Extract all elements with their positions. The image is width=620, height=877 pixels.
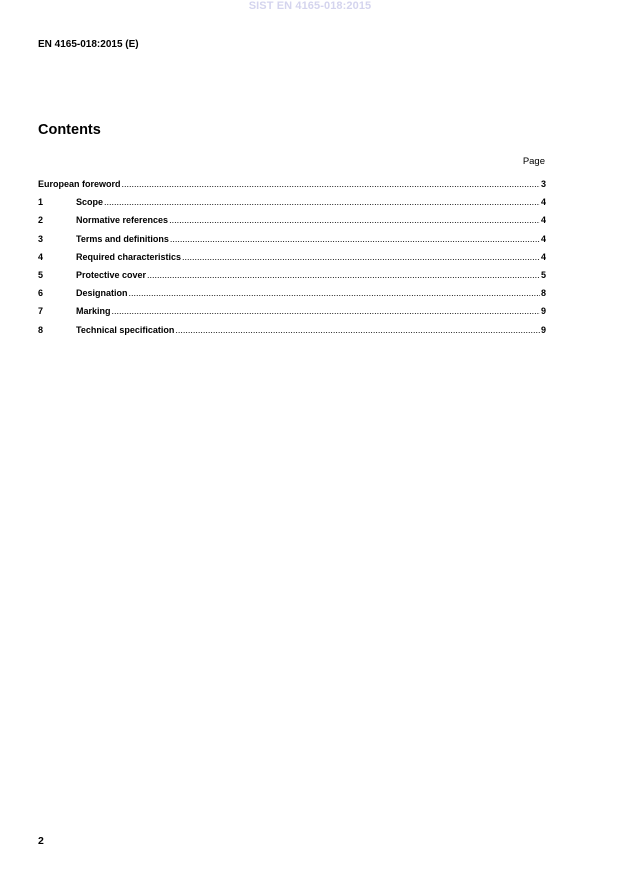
toc-entry-terms-and-definitions[interactable]: [38, 234, 546, 252]
toc-leader-dots: [147, 270, 540, 280]
toc-entry-title: Protective cover: [76, 269, 147, 280]
toc-entry-number: 5: [38, 269, 44, 280]
toc-entry-page: 4: [540, 215, 546, 226]
toc-entry-number: 4: [38, 251, 44, 262]
toc-leader-dots: [170, 234, 540, 244]
toc-entry-scope[interactable]: [38, 197, 546, 215]
toc-entry-title: Designation: [76, 288, 128, 299]
toc-entry-page: 4: [540, 233, 546, 244]
toc-entry-page: 9: [540, 306, 546, 317]
toc-entry-page: 8: [540, 288, 546, 299]
toc-entry-protective-cover[interactable]: [38, 270, 546, 288]
toc-entry-page: 3: [540, 179, 546, 189]
toc-entry-title: Marking: [76, 306, 111, 317]
toc-entry-title: Required characteristics: [76, 251, 182, 262]
toc-leader-dots: [175, 325, 540, 335]
toc-entry-page: 4: [540, 197, 546, 208]
toc-entry-number: 2: [38, 215, 44, 226]
footer-page-number: 2: [38, 835, 44, 847]
toc-entry-title: European foreword: [38, 179, 121, 189]
toc-entry-designation[interactable]: [38, 288, 546, 306]
toc-entry-title: Technical specification: [76, 324, 175, 335]
toc-entry-page: 5: [540, 269, 546, 280]
toc-entry-page: 4: [540, 251, 546, 262]
toc-leader-dots: [122, 179, 540, 189]
table-of-contents: [38, 179, 546, 343]
toc-entry-number: 8: [38, 324, 44, 335]
toc-leader-dots: [104, 197, 540, 207]
toc-entry-technical-specification[interactable]: [38, 325, 546, 343]
toc-entry-normative-references[interactable]: [38, 215, 546, 233]
toc-entry-marking[interactable]: [38, 306, 546, 324]
document-id-header: EN 4165-018:2015 (E): [38, 39, 139, 50]
toc-leader-dots: [129, 288, 540, 298]
contents-heading: Contents: [38, 122, 101, 138]
toc-entry-title: Normative references: [76, 215, 169, 226]
toc-entry-number: 6: [38, 288, 44, 299]
toc-entry-title: Scope: [76, 197, 104, 208]
toc-leader-dots: [182, 252, 540, 262]
toc-entry-page: 9: [540, 324, 546, 335]
toc-entry-european-foreword[interactable]: [38, 179, 546, 197]
toc-entry-required-characteristics[interactable]: [38, 252, 546, 270]
toc-leader-dots: [112, 306, 540, 316]
toc-entry-title: Terms and definitions: [76, 233, 169, 244]
toc-entry-number: 7: [38, 306, 44, 317]
toc-entry-number: 3: [38, 233, 44, 244]
toc-leader-dots: [169, 215, 540, 225]
toc-entry-number: 1: [38, 197, 44, 208]
page-column-label: Page: [522, 156, 545, 167]
watermark: SIST EN 4165-018:2015: [248, 0, 372, 12]
